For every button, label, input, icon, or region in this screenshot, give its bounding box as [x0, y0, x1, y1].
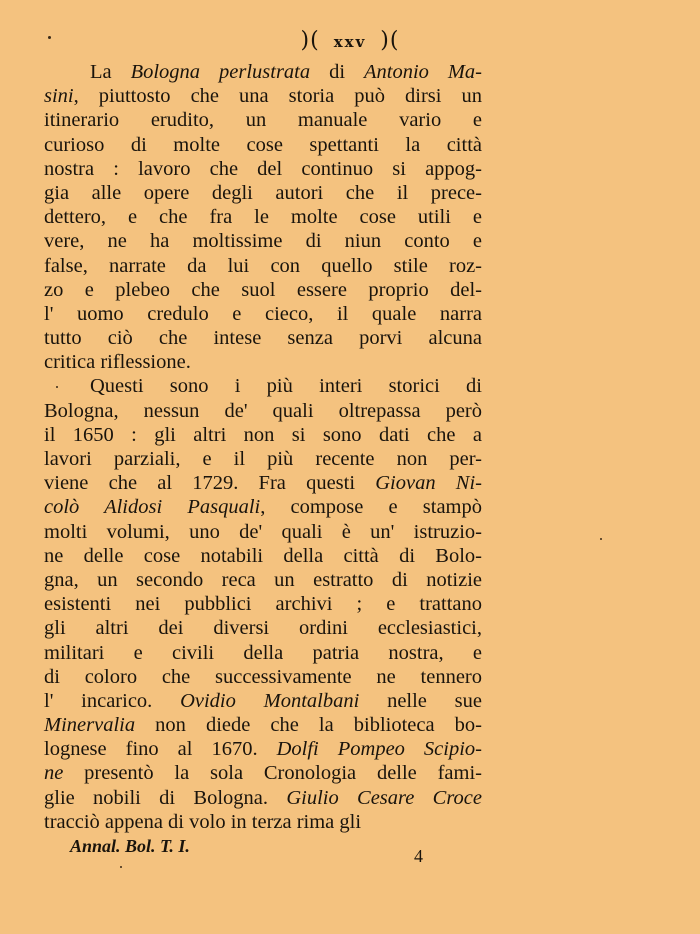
text-line: [44, 544, 482, 568]
text-run: Questi sono i più interi storici di: [90, 375, 482, 398]
text-run: gli altri dei diversi ordini ecclesiastici,: [44, 617, 482, 640]
text-run: La: [90, 61, 131, 83]
text-line: [44, 423, 482, 447]
text-line: [44, 302, 482, 326]
text-run: gia alle opere degli autori che il prece-: [44, 181, 482, 204]
text-line: [44, 592, 482, 616]
signature-mark: Annal. Bol. T. I.: [70, 836, 190, 856]
text-run: l' uomo credulo e cieco, il quale narra: [44, 302, 482, 325]
italic-run: Antonio Ma-: [363, 61, 483, 83]
italic-run: Bologna perlustrata: [130, 61, 311, 83]
text-run: vere, ne ha moltissime di niun conto e: [44, 230, 482, 253]
text-run: lognese fino al 1670.: [44, 738, 277, 761]
text-line: [44, 520, 482, 544]
text-line: [44, 665, 482, 689]
text-run: nostra : lavoro che del continuo si appog-: [44, 157, 482, 180]
text-line: [44, 205, 482, 229]
text-run: lavori parziali, e il più recente non per-: [44, 448, 482, 470]
text-line: [44, 229, 482, 253]
text-line: [44, 278, 482, 302]
text-run: curioso di molte cose spettanti la città: [44, 133, 482, 156]
print-speck: [120, 866, 122, 868]
text-run: l' incarico.: [44, 689, 181, 712]
text-line: [44, 616, 482, 640]
text-line: [44, 447, 482, 471]
text-line: [44, 810, 482, 834]
text-run: tutto ciò che intese senza porvi alcuna: [44, 327, 482, 350]
text-line: [44, 786, 482, 810]
text-run: presentò la sola Cronologia delle fami-: [63, 762, 482, 785]
italic-run: colò Alidosi Pasquali: [44, 496, 261, 519]
text-run: militari e civili della patria nostra, e: [44, 641, 482, 664]
text-line: [44, 495, 482, 519]
text-line: [44, 471, 482, 495]
page-footer: [70, 836, 430, 866]
text-run: gna, un secondo reca un estratto di notizie: [44, 568, 482, 591]
print-speck: [56, 386, 58, 388]
text-line: [44, 641, 482, 665]
text-run: itinerario erudito, un manuale vario e: [44, 109, 482, 132]
text-line: [44, 326, 482, 350]
italic-run: Dolfi Pompeo Scipio-: [276, 738, 482, 761]
text-run: di: [310, 61, 364, 83]
italic-run: sini: [44, 85, 74, 108]
italic-run: ne: [44, 762, 64, 785]
text-line: [44, 689, 482, 713]
text-run: dettero, e che fra le molte cose utili e: [44, 206, 482, 229]
text-line: [44, 84, 482, 108]
text-run: glie nobili di Bologna.: [44, 786, 287, 809]
body-text: [44, 60, 482, 834]
text-run: di coloro che successivamente ne tennero: [44, 665, 482, 688]
text-run: il 1650 : gli altri non si sono dati che a: [44, 423, 482, 446]
print-speck: [600, 538, 602, 540]
text-line: [44, 254, 482, 278]
text-line: [44, 568, 482, 592]
text-run: Bologna, nessun de' quali oltrepassa però: [44, 399, 482, 422]
italic-run: Ovidio Montalbani: [180, 689, 360, 712]
header-right-mark: )(: [380, 28, 400, 53]
text-line: [44, 108, 482, 132]
text-run: esistenti nei pubblici archivi ; e trattano: [44, 593, 482, 616]
text-run: ne delle cose notabili della città di Bolo-: [44, 544, 482, 567]
text-line: [44, 60, 482, 84]
text-run: false, narrate da lui con quello stile roz-: [44, 254, 482, 277]
header-left-mark: )(: [300, 28, 320, 53]
text-run: zo e plebeo che suol essere proprio del-: [44, 278, 482, 301]
text-line: [44, 133, 482, 157]
text-run: non diede che la biblioteca bo-: [135, 714, 482, 737]
text-run: , compose e stampò: [260, 496, 482, 519]
text-run: nelle sue: [359, 689, 482, 712]
print-speck: [48, 36, 51, 39]
italic-run: Minervalia: [44, 714, 136, 737]
text-line: [44, 181, 482, 205]
text-line: [44, 737, 482, 761]
text-line: [44, 761, 482, 785]
text-run: molti volumi, uno de' quali è un' istruzio-: [44, 520, 482, 543]
italic-run: Giovan Ni-: [375, 472, 482, 495]
text-line: [44, 157, 482, 181]
text-line: [44, 713, 482, 737]
text-run: , piuttosto che una storia può dirsi un: [73, 85, 482, 108]
gathering-number: 4: [414, 846, 423, 866]
text-run: tracciò appena di volo in terza rima gli: [44, 810, 362, 833]
running-header: [0, 28, 700, 53]
text-line: [44, 350, 482, 374]
page-number-roman: xxv: [333, 33, 367, 51]
text-run: critica riflessione.: [44, 351, 191, 374]
italic-run: Giulio Cesare Croce: [286, 786, 482, 809]
text-line: [44, 399, 482, 423]
text-run: viene che al 1729. Fra questi: [44, 472, 376, 495]
text-line: [44, 374, 482, 398]
